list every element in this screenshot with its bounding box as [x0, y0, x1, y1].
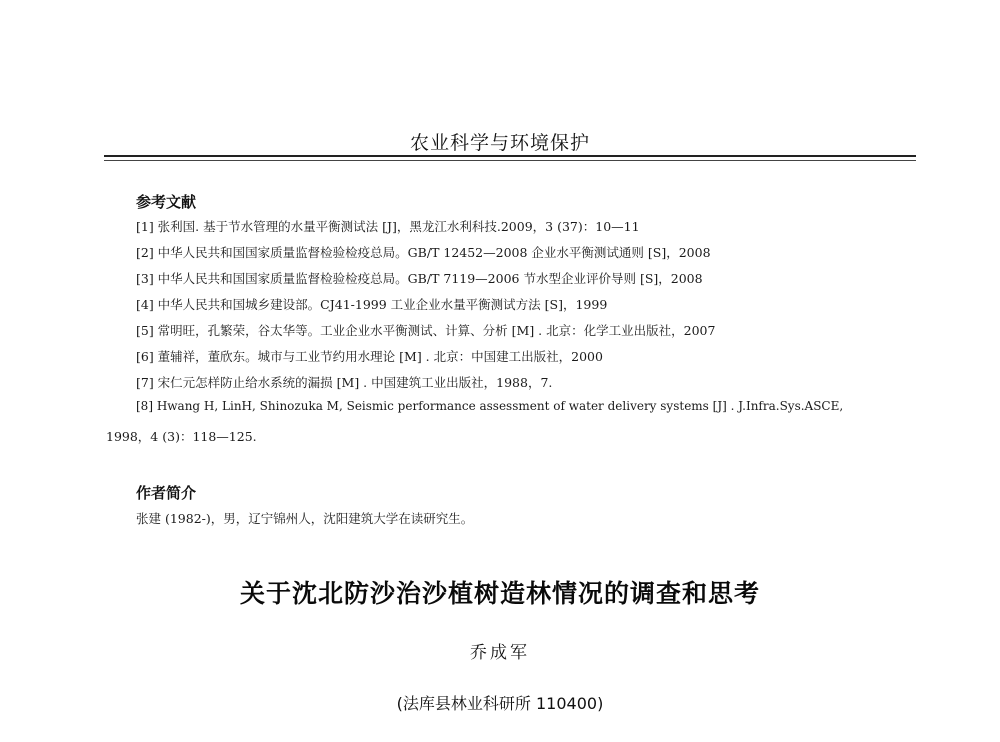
reference-item-8: [8] Hwang H, LinH, Shinozuka M, Seismic performance assessment of water delivery systems [J] . J.Infra.Sys.ASCE,: [136, 399, 844, 413]
header-rule-thin: [104, 160, 916, 161]
reference-item-1: [1] 张利国. 基于节水管理的水量平衡测试法 [J]，黑龙江水利科技.2009，3 (37)：10—11: [136, 219, 640, 234]
article-affiliation: (法库县林业科研所 110400): [396, 694, 604, 713]
header-rule-thick: [104, 155, 916, 157]
page-header-title: 农业科学与环境保护: [409, 132, 590, 154]
article-author: 乔成军: [470, 643, 530, 663]
reference-item-7: [7] 宋仁元怎样防止给水系统的漏损 [M] . 中国建筑工业出版社，1988，7.: [136, 375, 553, 390]
reference-item-2: [2] 中华人民共和国国家质量监督检验检疫总局。GB/T 12452—2008 企业水平衡测试通则 [S]，2008: [136, 245, 711, 260]
author-bio-heading: 作者简介: [136, 484, 197, 502]
reference-item-5: [5] 常明旺，孔繁荣，谷太华等。工业企业水平衡测试、计算、分析 [M] . 北京：化学工业出版社，2007: [136, 323, 716, 338]
reference-item-6: [6] 董辅祥，董欣东。城市与工业节约用水理论 [M] . 北京：中国建工出版社，2000: [136, 349, 603, 364]
reference-item-8-continuation: 1998，4 (3)：118—125.: [106, 429, 257, 444]
reference-item-4: [4] 中华人民共和国城乡建设部。CJ41-1999 工业企业水量平衡测试方法 [S]，1999: [136, 297, 608, 312]
article-title: 关于沈北防沙治沙植树造林情况的调查和思考: [239, 579, 760, 608]
reference-item-3: [3] 中华人民共和国国家质量监督检验检疫总局。GB/T 7119—2006 节水型企业评价导则 [S]，2008: [136, 271, 703, 286]
author-bio-text: 张建 (1982-)，男，辽宁锦州人，沈阳建筑大学在读研究生。: [136, 511, 474, 526]
references-heading: 参考文献: [136, 193, 197, 211]
